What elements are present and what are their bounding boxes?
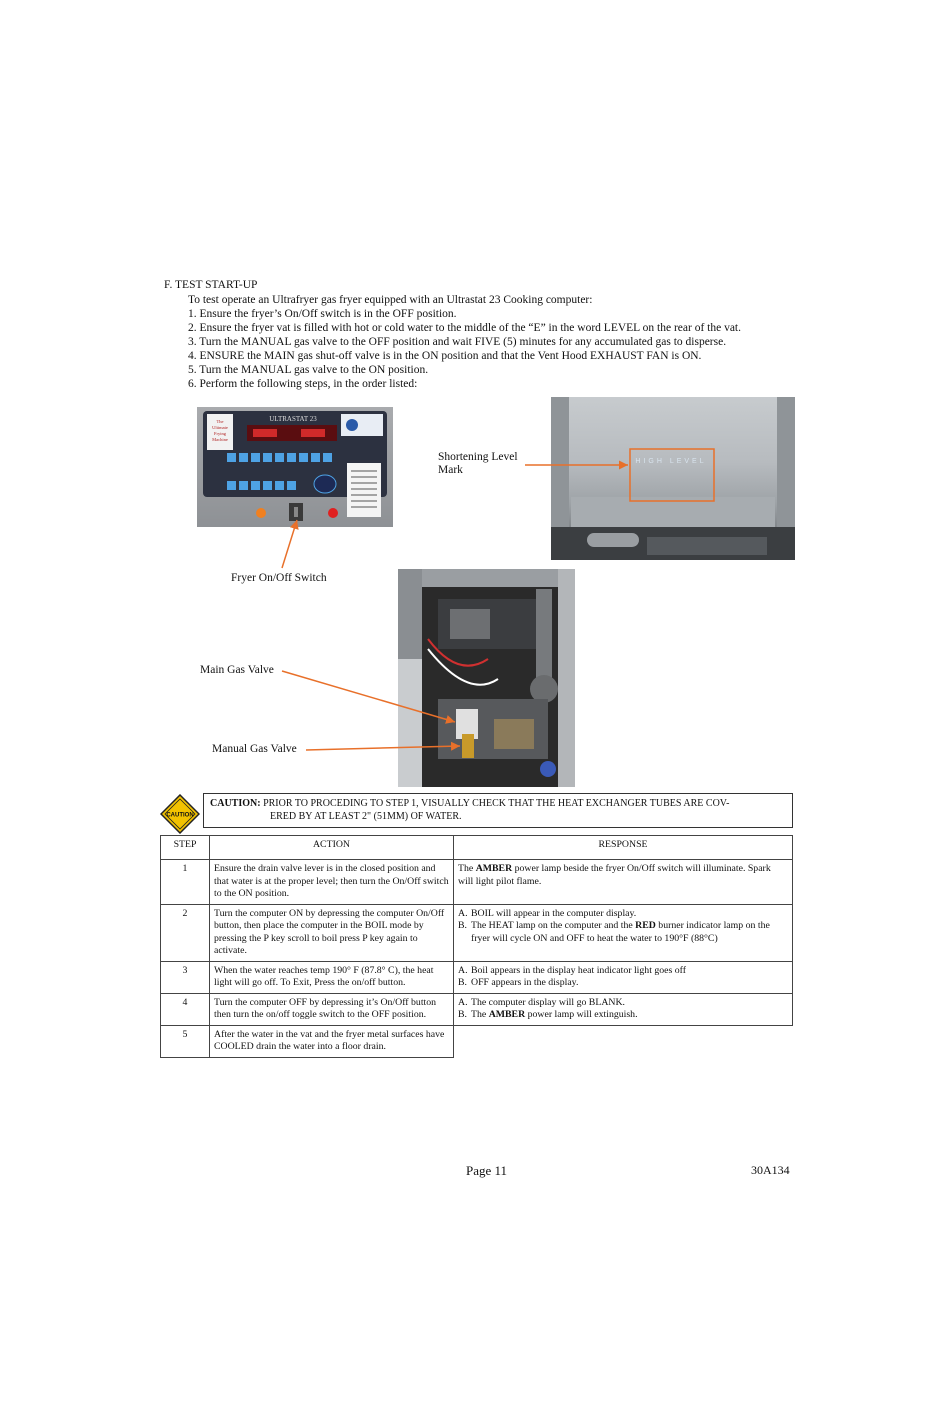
table-row xyxy=(161,961,793,993)
step-number-cell: 4 xyxy=(161,993,210,1025)
response-line xyxy=(458,977,788,990)
action-cell: Turn the computer OFF by depressing it’s On/Off button then turn the on/off toggle switch to the OFF position. xyxy=(210,993,454,1025)
fryer-switch-label: Fryer On/Off Switch xyxy=(231,572,327,584)
switch-arrow xyxy=(282,520,297,568)
step-number-cell: 2 xyxy=(161,904,210,961)
caution-sign-icon xyxy=(160,794,200,834)
step-item: 1. Ensure the fryer’s On/Off switch is in the OFF position. xyxy=(188,308,457,320)
response-text-pre: BOIL will appear in the computer display. xyxy=(471,907,637,919)
main-gas-valve-label: Main Gas Valve xyxy=(200,664,274,676)
response-line xyxy=(458,920,788,945)
panel-brand: ULTRASTAT 23 xyxy=(269,415,317,423)
response-cell xyxy=(454,860,793,905)
response-cell xyxy=(454,904,793,961)
response-letter: A. xyxy=(458,964,468,976)
action-cell: When the water reaches temp 190° F (87.8° C), the heat light will go off. To Exit, Press the on/off button. xyxy=(210,961,454,993)
table-header-row xyxy=(161,836,793,860)
table-row xyxy=(161,860,793,905)
caution-label: CAUTION: xyxy=(210,798,261,809)
svg-text:CAUTION: CAUTION xyxy=(166,812,194,819)
response-text-pre: The HEAT lamp on the computer and the xyxy=(471,920,636,931)
step-number-cell: 3 xyxy=(161,961,210,993)
manual-gas-valve-label: Manual Gas Valve xyxy=(212,743,297,755)
response-text xyxy=(458,863,788,888)
response-line xyxy=(458,908,788,921)
manual-gas-arrow xyxy=(306,746,460,750)
response-letter: B. xyxy=(458,1009,467,1020)
response-cell xyxy=(454,993,793,1025)
response-text-post: burner indicator lamp on the fryer will cycle ON and OFF to heat the water to 190°F (88°C) xyxy=(471,920,770,944)
svg-text:Machine: Machine xyxy=(212,437,228,442)
caution-box xyxy=(203,793,793,828)
action-cell: After the water in the vat and the fryer metal surfaces have COOLED drain the water into a floor drain. xyxy=(210,1025,454,1057)
level-mark-text: HIGH LEVEL xyxy=(635,458,707,465)
step-item: 4. ENSURE the MAIN gas shut-off valve is in the ON position and that the Vent Hood EXHAUST FAN is ON. xyxy=(188,350,702,362)
response-text xyxy=(471,977,578,990)
steps-table xyxy=(160,835,793,1058)
response-cell xyxy=(454,961,793,993)
caution-text-line2: ERED BY AT LEAST 2" (51MM) OF WATER. xyxy=(270,811,462,822)
action-cell: Ensure the drain valve lever is in the closed position and that water is at the proper level; then turn the On/Off switch to the ON position. xyxy=(210,860,454,905)
step-item: 6. Perform the following steps, in the order listed: xyxy=(188,378,418,390)
response-line xyxy=(458,863,788,888)
response-text-pre: The xyxy=(471,1009,489,1020)
response-line xyxy=(458,1009,788,1022)
caution-text-line1: PRIOR TO PROCEDING TO STEP 1, VISUALLY CHECK THAT THE HEAT EXCHANGER TUBES ARE COV- xyxy=(263,798,730,809)
response-text xyxy=(471,908,636,921)
page-number: Page 11 xyxy=(466,1163,508,1178)
header-response: RESPONSE xyxy=(454,836,793,860)
response-text-pre: OFF appears in the display. xyxy=(471,977,579,988)
response-text-bold: AMBER xyxy=(488,1009,526,1020)
response-letter: A. xyxy=(458,996,468,1008)
intro-text: To test operate an Ultrafryer gas fryer equipped with an Ultrastat 23 Cooking computer: xyxy=(188,294,593,306)
table-row xyxy=(161,1025,793,1057)
response-letter: B. xyxy=(458,920,467,931)
response-text xyxy=(471,1009,638,1022)
table-row xyxy=(161,993,793,1025)
svg-text:Frying: Frying xyxy=(213,431,227,436)
response-text-pre: The xyxy=(458,863,476,874)
action-cell: Turn the computer ON by depressing the computer On/Off button, then place the computer in the BOIL mode by pressing the P key scroll to boil press P key again to activate. xyxy=(210,904,454,961)
shortening-level-label: Shortening Level Mark xyxy=(438,451,518,476)
response-cell xyxy=(454,1025,793,1057)
svg-text:Ultimate: Ultimate xyxy=(212,425,228,430)
svg-text:The: The xyxy=(216,419,224,424)
response-line xyxy=(458,965,788,978)
response-line xyxy=(458,997,788,1010)
header-step: STEP xyxy=(161,836,210,860)
document-code: 30A134 xyxy=(751,1163,790,1177)
response-text-bold: AMBER xyxy=(475,863,513,874)
response-letter: B. xyxy=(458,977,467,988)
step-item: 3. Turn the MANUAL gas valve to the OFF position and wait FIVE (5) minutes for any accumulated gas to disperse. xyxy=(188,336,727,348)
response-text xyxy=(471,997,625,1010)
response-text-bold: RED xyxy=(635,920,656,931)
section-heading: F. TEST START-UP xyxy=(164,279,258,291)
response-text-post: power lamp beside the fryer On/Off switch will illuminate. Spark will light pilot flame. xyxy=(458,863,771,887)
main-gas-arrow xyxy=(282,671,455,722)
response-letter: A. xyxy=(458,907,468,919)
response-text xyxy=(471,965,686,978)
response-text-pre: The computer display will go BLANK. xyxy=(471,996,626,1008)
step-number-cell: 5 xyxy=(161,1025,210,1057)
response-text-pre: Boil appears in the display heat indicator light goes off xyxy=(471,964,687,976)
step-number-cell: 1 xyxy=(161,860,210,905)
response-text-post: power lamp will extinguish. xyxy=(525,1009,638,1020)
step-item: 2. Ensure the fryer vat is filled with hot or cold water to the middle of the “E” in the word LEVEL on the rear of the vat. xyxy=(188,322,741,334)
header-action: ACTION xyxy=(210,836,454,860)
response-text xyxy=(471,920,788,945)
table-row xyxy=(161,904,793,961)
step-item: 5. Turn the MANUAL gas valve to the ON position. xyxy=(188,364,429,376)
